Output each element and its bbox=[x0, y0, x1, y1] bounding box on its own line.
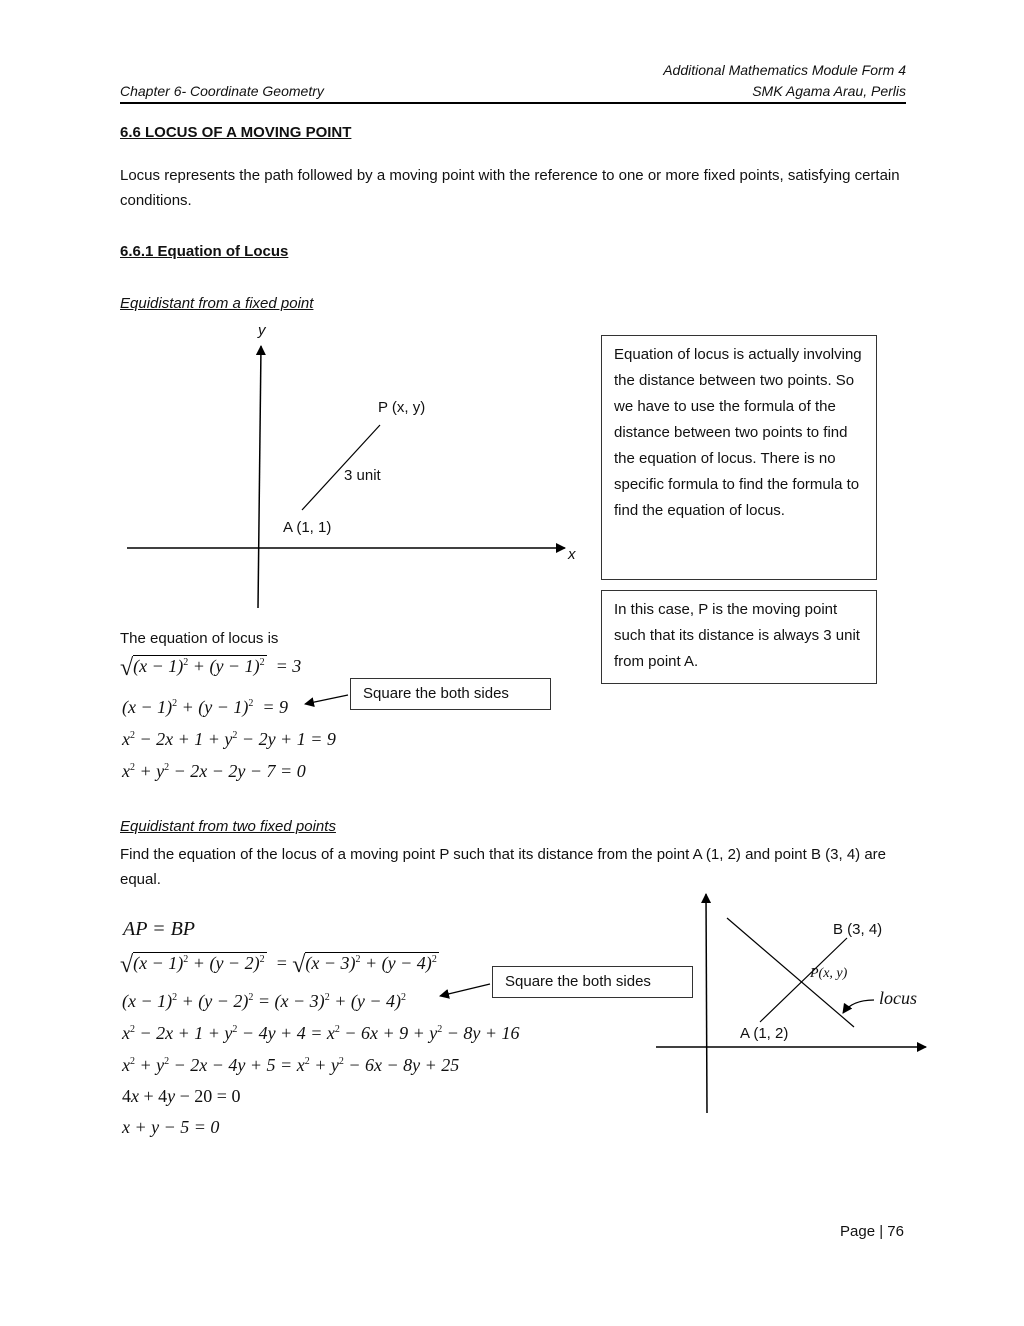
part1-heading: Equidistant from a fixed point bbox=[120, 295, 314, 312]
section-subtitle: 6.6.1 Equation of Locus bbox=[120, 243, 289, 260]
point-p-label: P (x, y) bbox=[378, 399, 426, 416]
axis-y-label-1: y bbox=[258, 322, 266, 339]
page-number: Page | 76 bbox=[840, 1223, 904, 1240]
equation-2-line-2: $√(x - 1)^2 + (y - 2)^2 = √(x - 3)^2 + (y - 4)^2$ bbox=[120, 952, 437, 978]
equation-1-line-1: $√(x - 1)^2 + (y - 1)^2 = 3$ bbox=[120, 655, 302, 681]
equation-2-line-5: $x^2 + y^2 - 2x - 4y + 5 = x^2 + y^2 - 6x - 8y + 25$ bbox=[122, 1055, 460, 1075]
distance-label: 3 unit bbox=[344, 467, 381, 484]
square-note-2: Square the both sides bbox=[492, 966, 693, 998]
locus-label: locus bbox=[879, 988, 917, 1008]
equation-2-line-1: AP = BP bbox=[123, 918, 196, 940]
point-b-label: B (3, 4) bbox=[833, 921, 883, 938]
square-note-1: Square the both sides bbox=[350, 678, 551, 710]
arrow-square-1 bbox=[305, 695, 348, 704]
point-a-label: A (1, 1) bbox=[283, 519, 332, 536]
point-a2-label: A (1, 2) bbox=[740, 1025, 789, 1042]
axis-x-label-1: x bbox=[568, 546, 576, 563]
equation-intro: The equation of locus is bbox=[120, 630, 279, 647]
header-module-title: Additional Mathematics Module Form 4 bbox=[663, 62, 906, 78]
header-chapter: Chapter 6- Coordinate Geometry bbox=[120, 83, 324, 99]
equation-2-line-7: x + y − 5 = 0 bbox=[122, 1117, 220, 1137]
header-school: SMK Agama Arau, Perlis bbox=[752, 83, 906, 99]
point-p2-label: P(x, y) bbox=[810, 966, 848, 981]
note-distance-formula: Equation of locus is actually involving the distance between two points. So we have to use the formula of the distance between two points to find the equation of locus. There is no specific formula to find the formula to find the equation of locus. bbox=[601, 335, 877, 580]
note-moving-point: In this case, P is the moving point such that its distance is always 3 unit from point A. bbox=[601, 590, 877, 684]
part2-problem: Find the equation of the locus of a moving point P such that its distance from the point A (1, 2) and point B (3, 4) are equal. bbox=[120, 846, 887, 888]
section-title: 6.6 LOCUS OF A MOVING POINT bbox=[120, 124, 352, 141]
equation-1-line-2: $(x - 1)^2 + (y - 1)^2 = 9$ bbox=[122, 697, 289, 717]
section-intro: Locus represents the path followed by a moving point with the reference to one or more fixed points, satisfying certain conditions. bbox=[120, 167, 900, 209]
locus-pointer bbox=[843, 1000, 874, 1013]
part2-heading: Equidistant from two fixed points bbox=[120, 818, 336, 835]
equation-2-line-3: $(x - 1)^2 + (y - 2)^2 = (x - 3)^2 + (y - 4)^2$ bbox=[122, 991, 406, 1011]
equation-2-line-6: 4x + 4y − 20 = 0 bbox=[122, 1086, 241, 1106]
arrow-square-2 bbox=[440, 984, 490, 996]
equation-1-line-3: $x^2 - 2x + 1 + y^2 - 2y + 1 = 9$ bbox=[122, 729, 336, 749]
y-axis-1 bbox=[258, 346, 261, 608]
equation-1-line-4: $x^2 + y^2 - 2x - 2y - 7 = 0$ bbox=[122, 761, 306, 781]
equation-2-line-4: $x^2 - 2x + 1 + y^2 - 4y + 4 = x^2 - 6x + 9 + y^2 - 8y + 16$ bbox=[122, 1023, 520, 1043]
y-axis-2 bbox=[706, 894, 707, 1113]
